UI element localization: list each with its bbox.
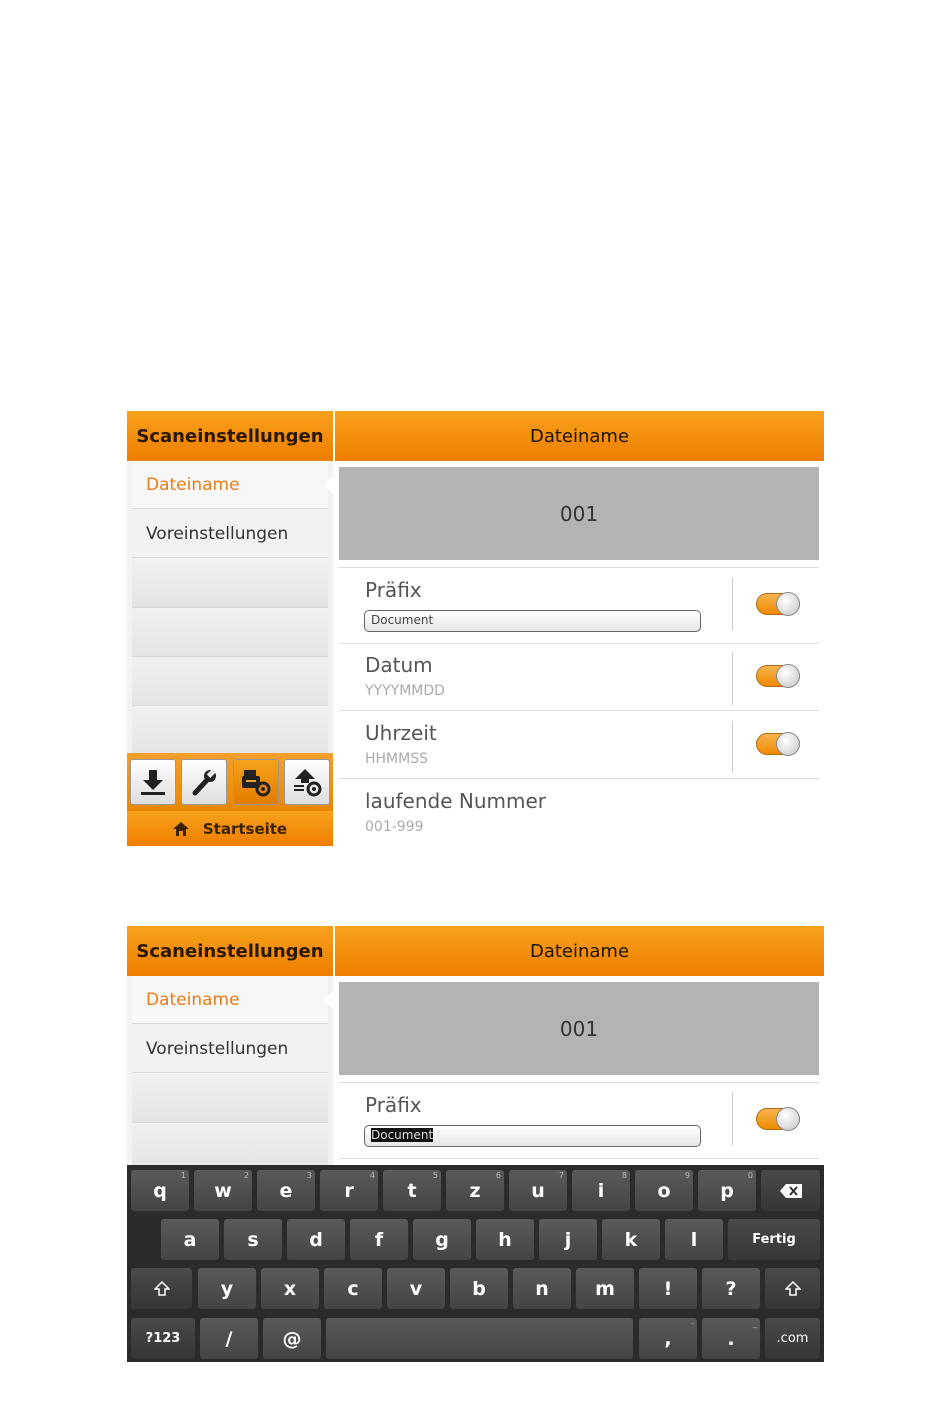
key-h[interactable]: h [476,1219,534,1260]
key-hint: 0 [747,1171,753,1180]
shift-icon [785,1281,801,1297]
key-o[interactable] [635,1170,693,1211]
filename-preview: 001 [339,467,819,560]
key-p[interactable] [698,1170,756,1211]
key-w[interactable] [194,1170,252,1211]
sidebar-empty-slot [132,657,328,706]
shift-key-right[interactable] [765,1268,820,1309]
key-l[interactable]: l [665,1219,723,1260]
key-hint: 3 [306,1171,312,1180]
key-exclamation[interactable]: ! [639,1268,697,1309]
key-e[interactable] [257,1170,315,1211]
key-comma[interactable] [639,1318,697,1359]
prefix-toggle[interactable] [756,1108,800,1130]
key-label: . [727,1327,735,1350]
symbols-key[interactable]: ?123 [131,1318,195,1359]
prefix-label: Präfix [365,1093,422,1117]
toggle-knob [776,1107,800,1131]
key-hint: 1 [180,1171,186,1180]
sidebar-empty-slot [132,559,328,608]
home-label: Startseite [202,819,288,838]
key-question[interactable]: ? [702,1268,760,1309]
section-title: Scaneinstellungen [127,926,333,976]
prefix-row [339,567,819,644]
key-label: z [469,1179,481,1202]
sidebar-item-label: Voreinstellungen [146,1038,289,1059]
counter-range: 001-999 [365,819,424,835]
upload-settings-icon [291,766,323,798]
divider [732,721,733,773]
sidebar-item-voreinstellungen[interactable] [132,1025,328,1073]
page-title: Dateiname [335,411,824,461]
key-hint: 2 [243,1171,249,1180]
key-a[interactable]: a [161,1219,219,1260]
date-row [339,643,819,711]
key-q[interactable] [131,1170,189,1211]
prefix-toggle[interactable] [756,593,800,615]
sidebar-item-label: Dateiname [146,989,240,1010]
key-z[interactable] [446,1170,504,1211]
key-label: w [214,1179,232,1202]
selected-text: Document [371,1128,434,1142]
key-c[interactable]: c [324,1268,382,1309]
divider [732,1093,733,1145]
date-label: Datum [365,653,433,677]
key-label: q [153,1179,167,1202]
shift-icon [154,1281,170,1297]
time-label: Uhrzeit [365,721,437,745]
sidebar-empty-slot [132,608,328,657]
sidebar-empty-slot [132,1074,328,1123]
prefix-input[interactable] [364,1125,701,1147]
key-j[interactable]: j [539,1219,597,1260]
key-x[interactable]: x [261,1268,319,1309]
sidebar-item-label: Dateiname [146,474,240,495]
key-hint: 4 [369,1171,375,1180]
key-hint: 9 [684,1171,690,1180]
home-button[interactable] [127,811,333,846]
scan-settings-button[interactable] [233,759,279,805]
key-u[interactable] [509,1170,567,1211]
prefix-label: Präfix [365,578,422,602]
key-at[interactable]: @ [263,1318,321,1359]
key-label: i [597,1179,605,1202]
on-screen-keyboard [127,1165,824,1362]
scan-settings-screen [127,411,824,846]
prefix-input[interactable]: Document [364,610,701,632]
key-r[interactable] [320,1170,378,1211]
done-key[interactable]: Fertig [728,1219,820,1260]
divider [732,578,733,630]
key-label: r [344,1179,354,1202]
key-y[interactable]: y [198,1268,256,1309]
sidebar-item-dateiname[interactable] [132,976,328,1024]
key-hint: 8 [621,1171,627,1180]
active-indicator [324,475,334,495]
toggle-knob [776,664,800,688]
shift-key-left[interactable] [131,1268,192,1309]
toggle-knob [776,732,800,756]
backspace-icon [780,1184,802,1198]
key-hint: _ [753,1319,757,1328]
time-format: HHMMSS [365,751,428,767]
active-indicator [324,990,334,1010]
key-slash[interactable]: / [200,1318,258,1359]
divider [732,653,733,705]
toggle-knob [776,592,800,616]
sidebar-item-label: Voreinstellungen [146,523,289,544]
key-d[interactable]: d [287,1219,345,1260]
key-g[interactable]: g [413,1219,471,1260]
key-m[interactable]: m [576,1268,634,1309]
key-label: p [720,1179,734,1202]
download-icon [138,767,168,797]
date-toggle[interactable] [756,665,800,687]
key-label: , [664,1327,672,1350]
page-title: Dateiname [335,926,824,976]
key-hint: 5 [432,1171,438,1180]
counter-label: laufende Nummer [365,789,546,813]
time-toggle[interactable] [756,733,800,755]
key-period[interactable] [702,1318,760,1359]
download-button[interactable] [130,759,176,805]
sidebar-empty-slot [132,706,328,755]
key-t[interactable] [383,1170,441,1211]
prefix-row [339,1082,819,1159]
key-i[interactable] [572,1170,630,1211]
section-title: Scaneinstellungen [127,411,333,461]
key-n[interactable]: n [513,1268,571,1309]
tools-button[interactable] [181,759,227,805]
home-icon [173,822,189,836]
wrench-icon [189,767,219,797]
key-b[interactable]: b [450,1268,508,1309]
space-key[interactable] [326,1318,633,1359]
key-label: u [531,1179,545,1202]
key-k[interactable]: k [602,1219,660,1260]
key-label: t [407,1179,417,1202]
sidebar-item-dateiname[interactable] [132,461,328,509]
backspace-key[interactable] [761,1170,820,1211]
key-label: e [279,1179,293,1202]
dotcom-key[interactable]: .com [765,1318,820,1359]
key-f[interactable]: f [350,1219,408,1260]
toolbar [127,753,333,811]
key-s[interactable]: s [224,1219,282,1260]
filename-preview: 001 [339,982,819,1075]
key-hint: 6 [495,1171,501,1180]
upload-settings-button[interactable] [284,759,330,805]
key-hint: 7 [558,1171,564,1180]
counter-row[interactable] [339,779,819,846]
key-v[interactable]: v [387,1268,445,1309]
scanner-settings-icon [240,766,272,798]
key-hint: - [691,1319,694,1328]
time-row [339,711,819,779]
key-label: o [657,1179,671,1202]
sidebar-item-voreinstellungen[interactable] [132,510,328,558]
date-format: YYYYMMDD [365,683,445,699]
